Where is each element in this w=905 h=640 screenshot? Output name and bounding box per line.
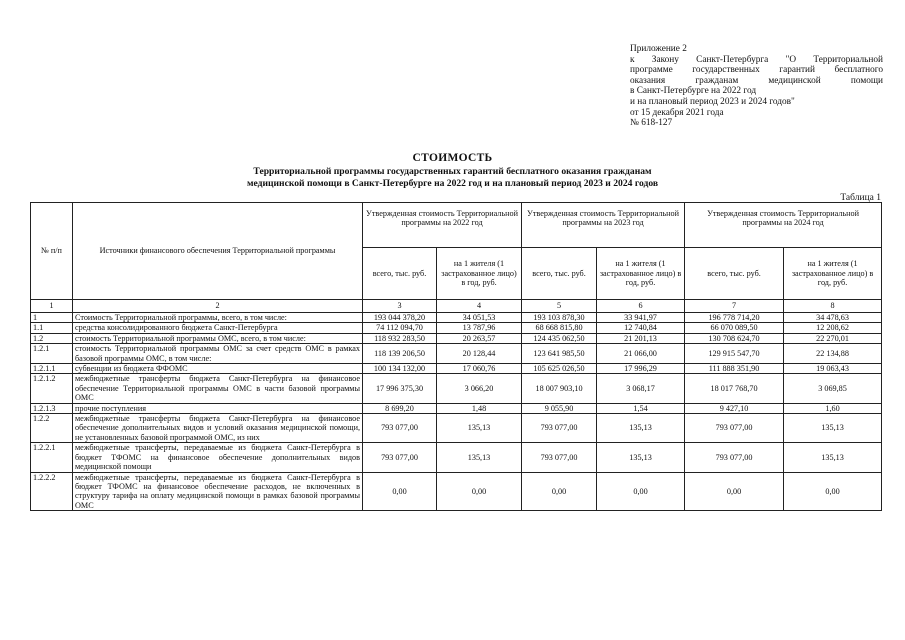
column-index: 1 (31, 300, 73, 313)
law-number: № 618-127 (630, 118, 673, 129)
cell-total: 9 055,90 (522, 403, 597, 413)
header-total: всего, тыс. руб. (522, 248, 597, 300)
cell-total: 18 007 903,10 (522, 374, 597, 403)
cell-per-capita: 34 478,63 (784, 313, 882, 323)
page-subtitle (200, 166, 705, 190)
appendix-block (630, 44, 883, 129)
cell-per-capita: 3 069,85 (784, 374, 882, 403)
cell-per-capita: 17 996,29 (597, 364, 685, 374)
cell-per-capita: 135,13 (437, 414, 522, 443)
cell-per-capita: 33 941,97 (597, 313, 685, 323)
row-source: межбюджетные трансферты, передаваемые из бюджета Санкт-Петербурга в бюджет ТФОМС на финансовое обеспечение дополнительных видов медицинской помощи (73, 443, 363, 472)
cell-per-capita: 135,13 (597, 443, 685, 472)
column-index: 4 (437, 300, 522, 313)
cell-total: 8 699,20 (363, 403, 437, 413)
cell-total: 130 708 624,70 (685, 333, 784, 343)
row-source: стоимость Территориальной программы ОМС за счет средств ОМС в рамках базовой программы ОМС, в том числе: (73, 344, 363, 364)
cell-total: 68 668 815,80 (522, 323, 597, 333)
cell-total: 193 103 878,30 (522, 313, 597, 323)
appendix-line: Приложение 2 (630, 44, 687, 54)
row-code: 1.2.1.1 (31, 364, 73, 374)
appendix-line: программе государственных гарантий бесплатного (630, 65, 883, 76)
cell-per-capita: 1,48 (437, 403, 522, 413)
cell-per-capita: 13 787,96 (437, 323, 522, 333)
cell-total: 0,00 (363, 472, 437, 511)
cell-total: 793 077,00 (363, 443, 437, 472)
table-row (31, 364, 882, 374)
column-index: 3 (363, 300, 437, 313)
appendix-line: оказания гражданам медицинской помощи (630, 75, 883, 86)
column-index: 6 (597, 300, 685, 313)
cell-per-capita: 1,60 (784, 403, 882, 413)
cell-total: 100 134 132,00 (363, 364, 437, 374)
cell-per-capita: 34 051,53 (437, 313, 522, 323)
cell-total: 74 112 094,70 (363, 323, 437, 333)
header-year-2023: Утвержденная стоимость Территориальной программы на 2023 год (522, 203, 685, 248)
cell-per-capita: 21 201,13 (597, 333, 685, 343)
table-row (31, 313, 882, 323)
row-code: 1 (31, 313, 73, 323)
row-code: 1.2.2 (31, 414, 73, 443)
header-row (31, 203, 882, 248)
cell-per-capita: 12 740,84 (597, 323, 685, 333)
row-source: стоимость Территориальной программы ОМС, всего, в том числе: (73, 333, 363, 343)
cell-total: 111 888 351,90 (685, 364, 784, 374)
table-row (31, 323, 882, 333)
cell-total: 793 077,00 (522, 443, 597, 472)
cell-per-capita: 17 060,76 (437, 364, 522, 374)
header-per-capita: на 1 жителя (1 застрахованное лицо) в год, руб. (597, 248, 685, 300)
cell-total: 105 625 026,50 (522, 364, 597, 374)
cell-total: 118 932 283,50 (363, 333, 437, 343)
cell-per-capita: 20 263,57 (437, 333, 522, 343)
appendix-line: в Санкт-Петербурге на 2022 год (630, 86, 757, 97)
table-row (31, 344, 882, 364)
cell-total: 123 641 985,50 (522, 344, 597, 364)
row-source: средства консолидированного бюджета Санкт-Петербурга (73, 323, 363, 333)
cost-table (30, 202, 882, 511)
table-row (31, 403, 882, 413)
cell-per-capita: 135,13 (597, 414, 685, 443)
cell-total: 9 427,10 (685, 403, 784, 413)
cell-per-capita: 135,13 (437, 443, 522, 472)
cell-per-capita: 0,00 (784, 472, 882, 511)
subtitle-line: Территориальной программы государственных гарантий бесплатного оказания гражданам (253, 166, 652, 177)
cell-total: 129 915 547,70 (685, 344, 784, 364)
table-body (31, 313, 882, 511)
page-title: СТОИМОСТЬ (412, 152, 493, 164)
cell-total: 124 435 062,50 (522, 333, 597, 343)
row-source: межбюджетные трансферты бюджета Санкт-Петербурга на финансовое обеспечение Территориальной программы ОМС в части базовой программы ОМС (73, 374, 363, 403)
row-source: субвенции из бюджета ФФОМС (73, 364, 363, 374)
row-code: 1.2.1.3 (31, 403, 73, 413)
cell-per-capita: 1,54 (597, 403, 685, 413)
cell-total: 118 139 206,50 (363, 344, 437, 364)
cell-total: 793 077,00 (685, 414, 784, 443)
cell-total: 793 077,00 (363, 414, 437, 443)
cell-total: 793 077,00 (522, 414, 597, 443)
cell-total: 193 044 378,20 (363, 313, 437, 323)
header-source: Источники финансового обеспечения Территориальной программы (73, 203, 363, 300)
cell-per-capita: 135,13 (784, 443, 882, 472)
row-code: 1.1 (31, 323, 73, 333)
header-num: № п/п (31, 203, 73, 300)
header-year-2024: Утвержденная стоимость Территориальной программы на 2024 год (685, 203, 882, 248)
column-index: 8 (784, 300, 882, 313)
appendix-line: к Закону Санкт-Петербурга "О Территориальной (630, 54, 883, 65)
cell-per-capita: 19 063,43 (784, 364, 882, 374)
cell-per-capita: 0,00 (597, 472, 685, 511)
cell-total: 18 017 768,70 (685, 374, 784, 403)
table-row (31, 443, 882, 472)
table-row (31, 374, 882, 403)
cell-total: 196 778 714,20 (685, 313, 784, 323)
cell-total: 0,00 (522, 472, 597, 511)
table-row (31, 333, 882, 343)
cell-per-capita: 0,00 (437, 472, 522, 511)
header-total: всего, тыс. руб. (363, 248, 437, 300)
column-index: 7 (685, 300, 784, 313)
table-label: Таблица 1 (840, 193, 881, 203)
table-row (31, 472, 882, 511)
column-index: 5 (522, 300, 597, 313)
row-code: 1.2.1.2 (31, 374, 73, 403)
cell-per-capita: 3 068,17 (597, 374, 685, 403)
cell-per-capita: 135,13 (784, 414, 882, 443)
cell-per-capita: 20 128,44 (437, 344, 522, 364)
appendix-line: и на плановый период 2023 и 2024 годов" (630, 96, 795, 107)
header-per-capita: на 1 жителя (1 застрахованное лицо) в год, руб. (784, 248, 882, 300)
cell-per-capita: 22 134,88 (784, 344, 882, 364)
header-per-capita: на 1 жителя (1 застрахованное лицо) в год, руб. (437, 248, 522, 300)
appendix-line: от 15 декабря 2021 года (630, 107, 724, 118)
header-total: всего, тыс. руб. (685, 248, 784, 300)
cell-per-capita: 3 066,20 (437, 374, 522, 403)
column-index: 2 (73, 300, 363, 313)
cell-total: 17 996 375,30 (363, 374, 437, 403)
row-code: 1.2.2.1 (31, 443, 73, 472)
cell-per-capita: 21 066,00 (597, 344, 685, 364)
row-source: Стоимость Территориальной программы, всего, в том числе: (73, 313, 363, 323)
subtitle-line: медицинской помощи в Санкт-Петербурге на 2022 год и на плановый период 2023 и 2024 годов (246, 178, 659, 189)
row-code: 1.2.2.2 (31, 472, 73, 511)
column-index-row (31, 300, 882, 313)
cell-per-capita: 22 270,01 (784, 333, 882, 343)
row-code: 1.2.1 (31, 344, 73, 364)
cell-total: 66 070 089,50 (685, 323, 784, 333)
row-code: 1.2 (31, 333, 73, 343)
row-source: прочие поступления (73, 403, 363, 413)
cell-per-capita: 12 208,62 (784, 323, 882, 333)
cell-total: 793 077,00 (685, 443, 784, 472)
table-row (31, 414, 882, 443)
header-year-2022: Утвержденная стоимость Территориальной программы на 2022 год (363, 203, 522, 248)
row-source: межбюджетные трансферты, передаваемые из бюджета Санкт-Петербурга в бюджет ТФОМС на финансовое обеспечение расходов, не включенных в структуру тарифа на оплату медицинской помощи в рамках базовой программы ОМС (73, 472, 363, 511)
cell-total: 0,00 (685, 472, 784, 511)
row-source: межбюджетные трансферты бюджета Санкт-Петербурга на финансовое обеспечение дополнительных видов и условий оказания медицинской помощи, не установленных базовой программой ОМС, из них (73, 414, 363, 443)
